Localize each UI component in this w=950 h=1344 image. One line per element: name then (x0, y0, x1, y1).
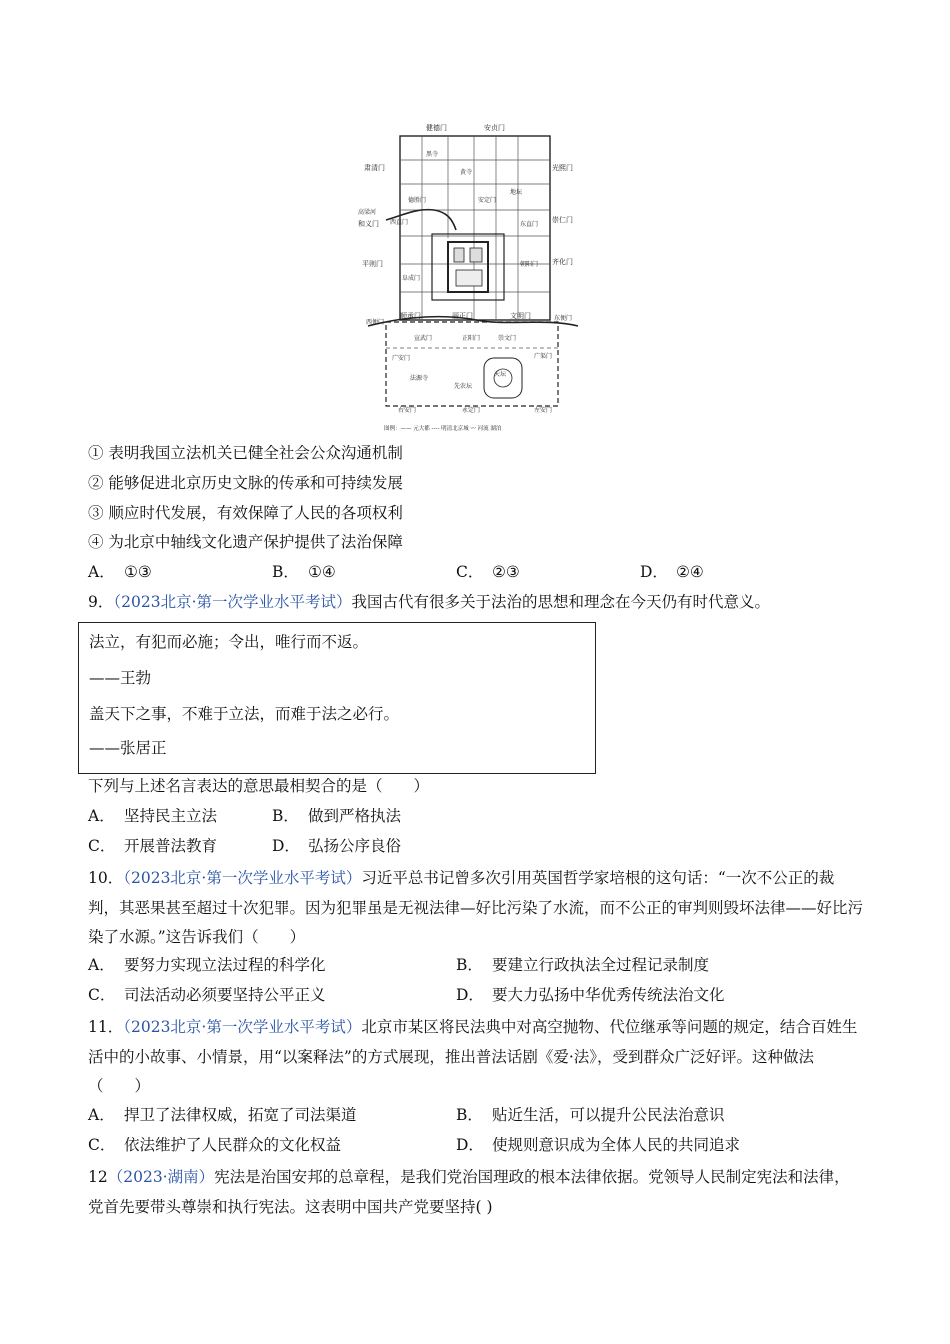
choice-label: D． (456, 1136, 484, 1154)
quote-author-2: ——张居正 (89, 739, 167, 757)
question-source: （2023北京·第一次学业水平考试） (123, 1018, 362, 1036)
q11-choice-c[interactable] (88, 1134, 341, 1156)
place-label-heisi: 黑寺 (426, 151, 439, 158)
place-label-andingmen: 安定门 (478, 197, 497, 204)
choice-text: 要大力弘扬中华优秀传统法治文化 (492, 986, 725, 1004)
gate-label-xuanwu: 宣武门 (414, 335, 433, 342)
quote-author-1: ——王勃 (89, 669, 152, 687)
beijing-city-map (356, 118, 588, 436)
q8-statement-3: ③ 顺应时代发展，有效保障了人民的各项权利 (88, 504, 403, 522)
choice-text: ②④ (676, 563, 704, 581)
quote-text-2: 盖天下之事，不难于立法，而难于法之必行。 (89, 705, 400, 723)
gate-label-zuoan: 左安门 (534, 407, 553, 414)
gate-label-jiande: 健德门 (426, 124, 447, 132)
gate-label-xibian: 西便门 (366, 319, 385, 326)
choice-label: A． (88, 956, 115, 974)
gate-label-yongding: 永定门 (462, 407, 481, 414)
gate-label-youan: 右安门 (398, 407, 417, 414)
choice-label: C． (88, 837, 116, 855)
gate-label-chongwen: 崇文门 (498, 335, 517, 342)
gate-label-guangqu: 广渠门 (534, 353, 553, 360)
q11-choice-a[interactable] (88, 1104, 357, 1126)
question-number: 10． (88, 869, 124, 887)
q8-choice-b[interactable] (272, 561, 336, 583)
choice-text: 使规则意识成为全体人民的共同追求 (492, 1136, 741, 1154)
choice-label: C． (88, 986, 116, 1004)
q9-prompt: 下列与上述名言表达的意思最相契合的是（ ） (88, 777, 430, 795)
choice-label: A． (88, 807, 115, 825)
choice-text: 弘扬公序良俗 (308, 837, 402, 855)
q10-choice-d[interactable] (456, 984, 725, 1006)
question-source: （2023北京·第一次学业水平考试） (123, 869, 362, 887)
q8-choice-a[interactable] (88, 561, 152, 583)
question-number: 11． (88, 1018, 124, 1036)
choice-label: B． (456, 1106, 483, 1124)
q8-statement-2: ② 能够促进北京历史文脉的传承和可持续发展 (88, 474, 403, 492)
place-label-chaoyangmen: 朝阳门 (520, 261, 539, 268)
gate-label-wenming: 文明门 (510, 312, 531, 320)
question-text: 宪法是治国安邦的总章程，是我们党治国理政的根本法律依据。党领导人民制定宪法和法律，党首先要带头尊崇和执行宪法。这表明中国共产党要坚持( ) (88, 1168, 850, 1216)
q9-choice-c[interactable] (88, 835, 217, 857)
choice-text: 司法活动必须要坚持公平正义 (124, 986, 326, 1004)
map-legend: 图例：—— 元大都 ---- 明清北京城 〰 河流 湖泊 (384, 426, 502, 432)
choice-label: C． (88, 1136, 116, 1154)
imperial-city (432, 234, 504, 300)
choice-label: A． (88, 1106, 115, 1124)
question-text: 北京市某区将民法典中对高空抛物、代位继承等问题的规定，结合百姓生活中的小故事、小情景，用“以案释法”的方式展现，推出普法话剧《爱·法》，受到群众广泛好评。这种做法（ ） (88, 1018, 858, 1095)
choice-text: 依法维护了人民群众的文化权益 (124, 1136, 342, 1154)
q9-stem (88, 591, 770, 613)
choice-text: 开展普法教育 (124, 837, 218, 855)
choice-label: A． (88, 563, 115, 581)
choice-text: 要努力实现立法过程的科学化 (124, 956, 326, 974)
q12-stem (88, 1163, 864, 1222)
gate-label-dongbian: 东便门 (554, 315, 573, 322)
place-label-fayuansi: 法源寺 (410, 375, 429, 382)
choice-text: ①④ (308, 563, 336, 581)
choice-text: 捍卫了法律权威，拓宽了司法渠道 (124, 1106, 357, 1124)
q8-statement-1: ① 表明我国立法机关已健全社会公众沟通机制 (88, 444, 403, 462)
choice-text: 坚持民主立法 (124, 807, 218, 825)
question-source: （2023·湖南） (107, 1168, 215, 1186)
place-label-xiannongtan: 先农坛 (454, 383, 473, 390)
gate-label-qihua: 齐化门 (552, 258, 573, 266)
question-text: 习近平总书记曾多次引用英国哲学家培根的这句话：“一次不公正的裁判，其恶果甚至超过十次犯罪。因为犯罪虽是无视法律—好比污染了水流，而不公正的审判则毁坏法律——好比污染了水源。”这告诉我们（ ） (88, 869, 864, 946)
gate-label-shuncheng: 顺承门 (400, 312, 421, 320)
q9-choice-d[interactable] (272, 835, 401, 857)
gate-label-chongren: 崇仁门 (552, 216, 573, 224)
question-text: 我国古代有很多关于法治的思想和理念在今天仍有时代意义。 (351, 593, 771, 611)
q11-choice-d[interactable] (456, 1134, 740, 1156)
choice-text: ①③ (124, 563, 152, 581)
q9-quote-box (78, 622, 596, 774)
choice-label: B． (456, 956, 483, 974)
q9-choice-b[interactable] (272, 805, 401, 827)
q10-choice-c[interactable] (88, 984, 326, 1006)
q10-stem (88, 864, 864, 953)
gate-label-desheng: 德胜门 (408, 197, 427, 204)
gate-label-xizhi: 西直门 (390, 219, 409, 226)
choice-label: D． (272, 837, 300, 855)
place-label-ditan: 地坛 (510, 189, 523, 196)
q11-choice-b[interactable] (456, 1104, 725, 1126)
gate-label-guangxi: 光熙门 (552, 164, 573, 172)
choice-text: 要建立行政执法全过程记录制度 (492, 956, 710, 974)
gate-label-guangan: 广安门 (392, 355, 411, 362)
gate-label-suqing: 肃清门 (364, 164, 385, 172)
gate-label-zhengyang: 正阳门 (462, 335, 481, 342)
gate-label-lizheng: 丽正门 (452, 312, 473, 320)
place-label-dongzhimen: 东直门 (520, 221, 539, 228)
choice-label: B． (272, 563, 299, 581)
q9-choice-a[interactable] (88, 805, 217, 827)
place-label-tiantan: 天坛 (494, 371, 507, 378)
choice-label: D． (640, 563, 668, 581)
q8-choice-d[interactable] (640, 561, 704, 583)
gate-label-gaoliang: 高梁河 (358, 209, 377, 216)
map-figure (356, 118, 588, 436)
choice-text: 做到严格执法 (308, 807, 402, 825)
gate-label-heyi: 和义门 (358, 220, 379, 228)
question-number: 9． (88, 593, 114, 611)
q8-statement-4: ④ 为北京中轴线文化遗产保护提供了法治保障 (88, 533, 403, 551)
place-label-fuchengmen: 阜成门 (402, 275, 421, 282)
choice-label: B． (272, 807, 299, 825)
quote-text-1: 法立，有犯而必施；令出，唯行而不返。 (89, 633, 369, 651)
gate-label-pingze: 平则门 (362, 260, 383, 268)
q11-stem (88, 1013, 864, 1102)
choice-label: D． (456, 986, 484, 1004)
q10-choice-b[interactable] (456, 954, 709, 976)
place-label-huangsi: 黄寺 (460, 169, 473, 176)
choice-text: ②③ (492, 563, 520, 581)
choice-label: C． (456, 563, 484, 581)
gate-label-anzhen: 安贞门 (484, 124, 505, 132)
q8-choice-c[interactable] (456, 561, 520, 583)
question-number: 12 (88, 1168, 108, 1186)
q10-choice-a[interactable] (88, 954, 326, 976)
choice-text: 贴近生活，可以提升公民法治意识 (492, 1106, 725, 1124)
question-source: （2023北京·第一次学业水平考试） (113, 593, 352, 611)
